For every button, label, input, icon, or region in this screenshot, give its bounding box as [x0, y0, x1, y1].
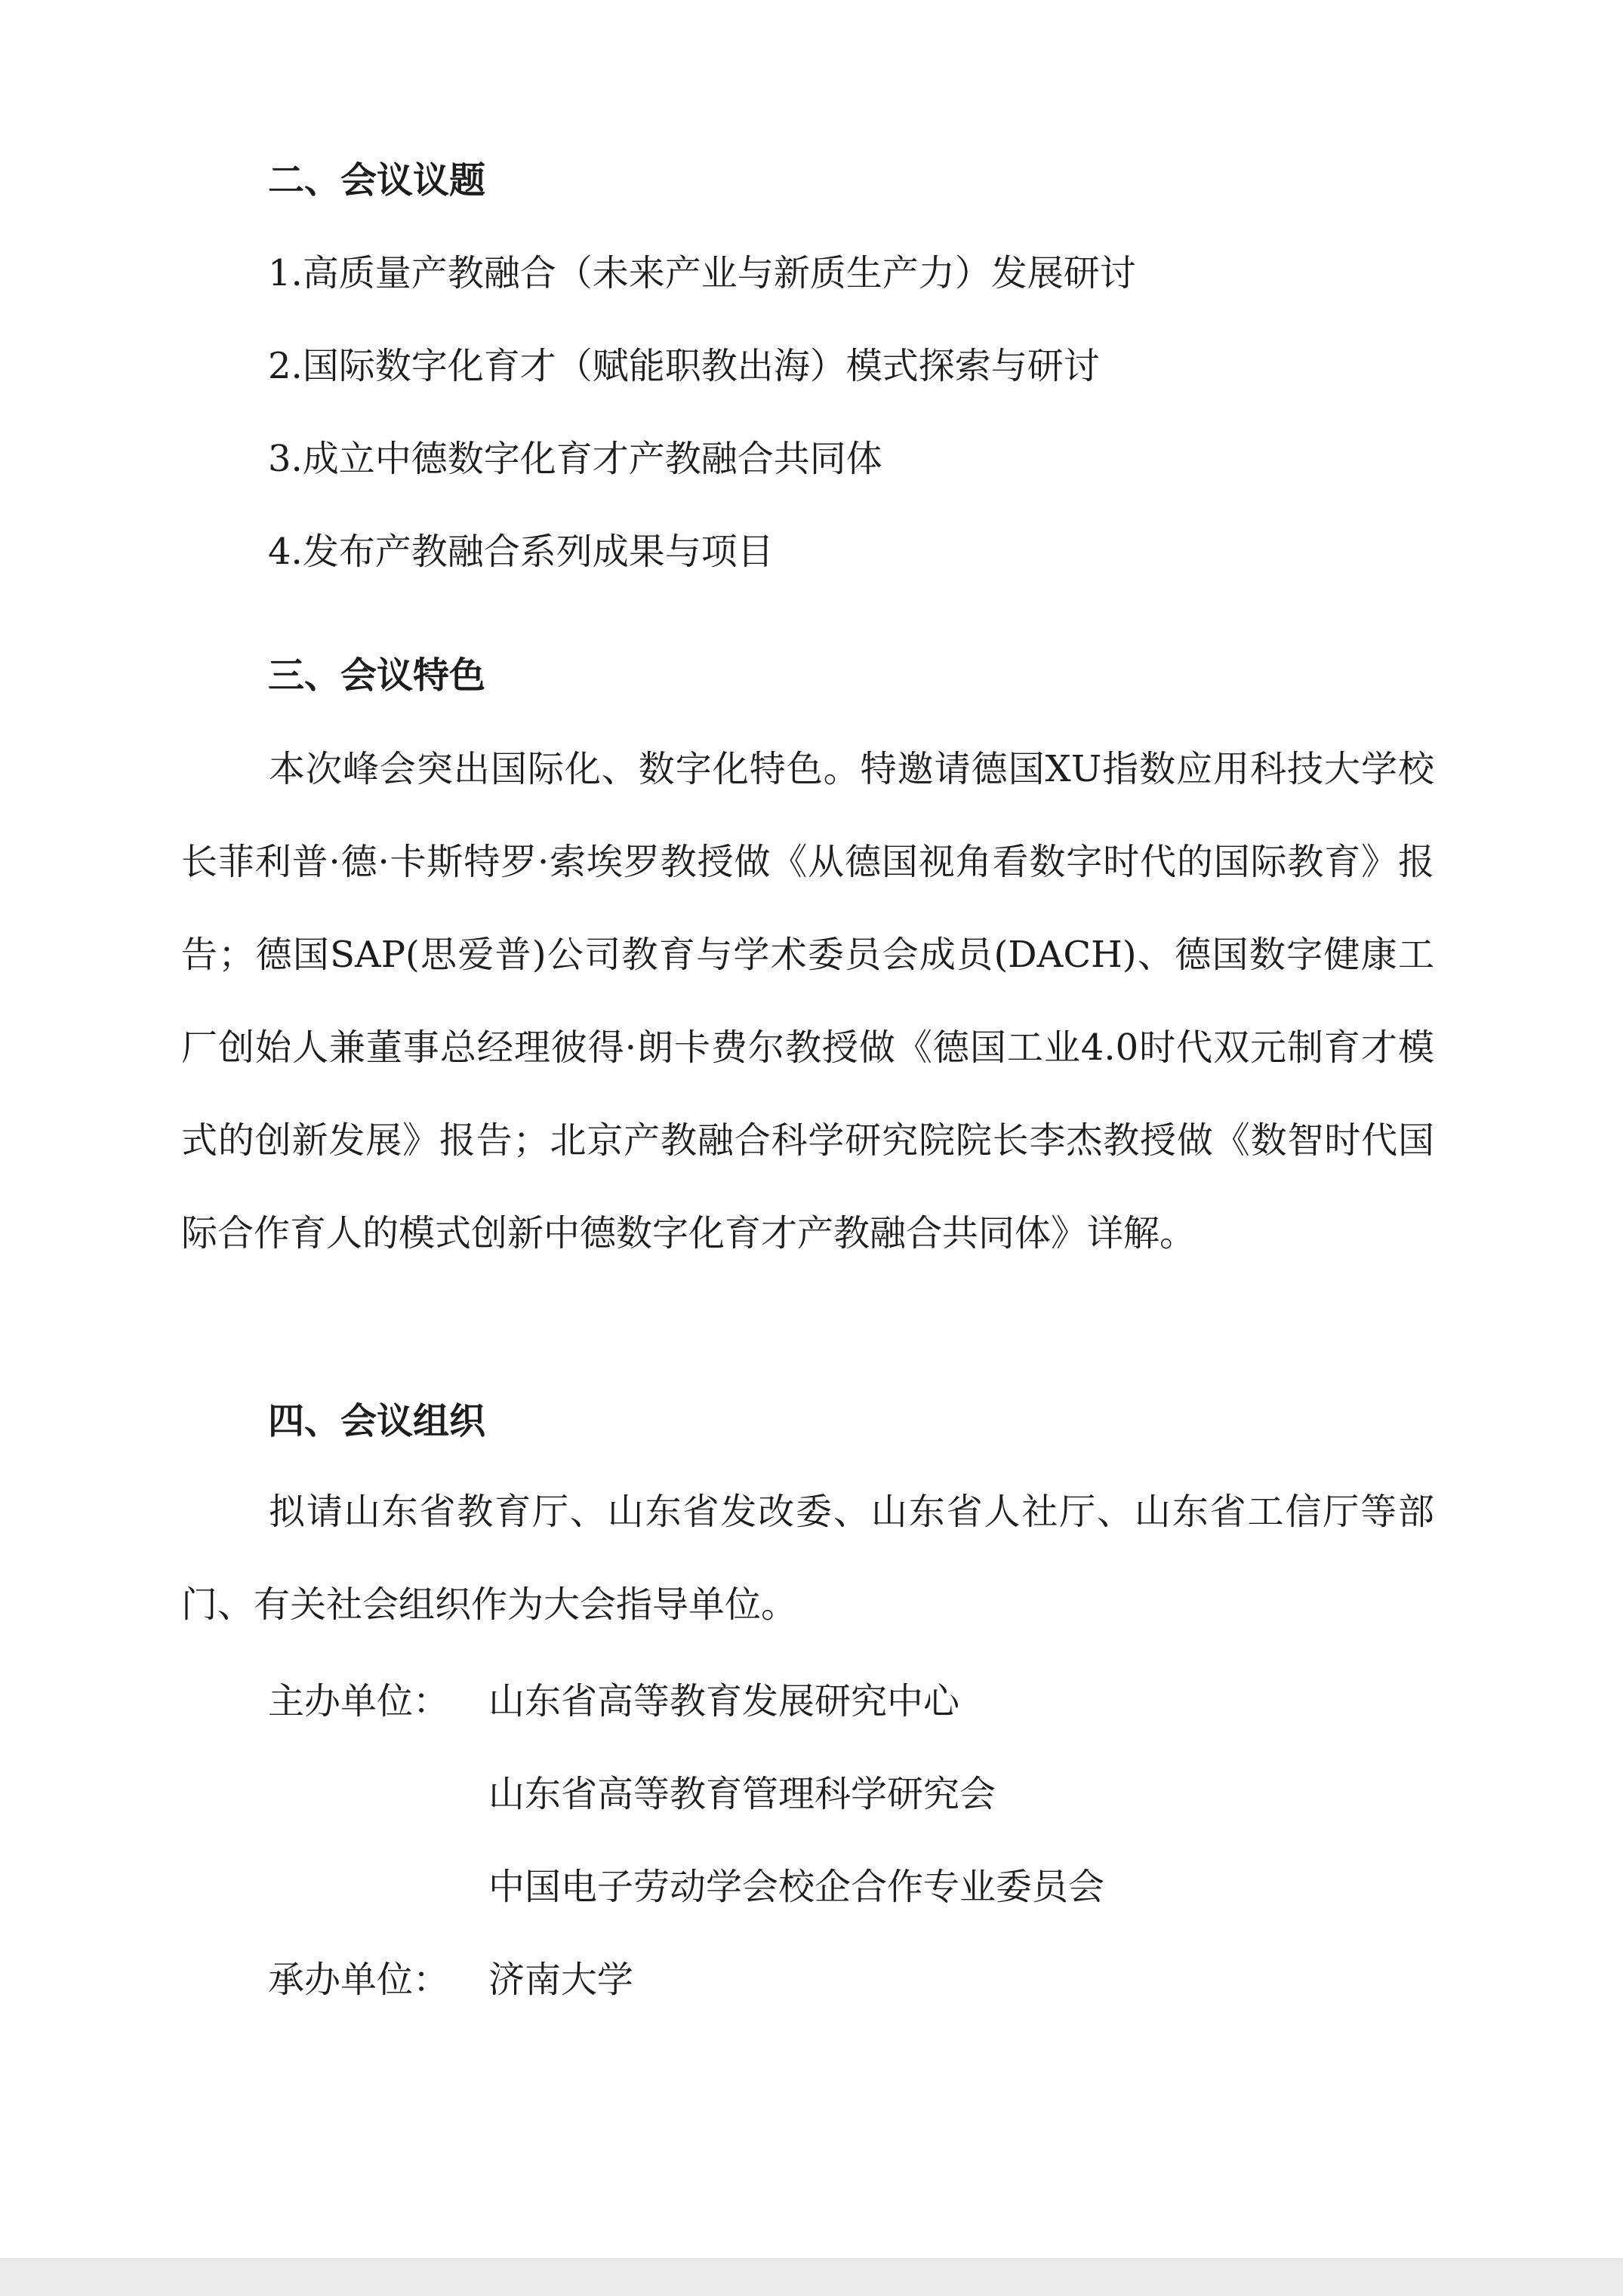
agenda-item: 4.发布产教融合系列成果与项目	[268, 531, 774, 573]
organizer-label: 承办单位：	[268, 1959, 450, 2001]
section-heading-agenda: 二、会议议题	[268, 159, 486, 202]
agenda-item: 2.国际数字化育才（赋能职教出海）模式探索与研讨	[268, 345, 1100, 387]
host-unit: 山东省高等教育管理科学研究会	[488, 1773, 996, 1815]
host-unit: 中国电子劳动学会校企合作专业委员会	[488, 1866, 1105, 1908]
agenda-item: 1.高质量产教融合（未来产业与新质生产力）发展研讨	[268, 252, 1136, 294]
section-heading-organization: 四、会议组织	[268, 1400, 486, 1442]
host-label: 主办单位：	[268, 1680, 450, 1722]
organization-paragraph: 拟请山东省教育厅、山东省发改委、山东省人社厅、山东省工信厅等部门、有关社会组织作为大会指导单位。	[181, 1491, 1434, 1626]
host-unit: 山东省高等教育发展研究中心	[488, 1680, 960, 1722]
viewer-bottom-strip	[0, 2258, 1623, 2296]
section-heading-features: 三、会议特色	[268, 654, 486, 697]
organizer-unit: 济南大学	[488, 1959, 634, 2001]
agenda-item: 3.成立中德数字化育才产教融合共同体	[268, 438, 882, 480]
features-paragraph: 本次峰会突出国际化、数字化特色。特邀请德国XU指数应用科技大学校长菲利普·德·卡斯特罗·索埃罗教授做《从德国视角看数字时代的国际教育》报告；德国SAP(思爱普)公司教育与学术委员会成员(DACH)、德国数字健康工厂创始人兼董事总经理彼得·朗卡费尔教授做《德国工业4.0时代双元制育才模式的创新发展》报告；北京产教融合科学研究院院长李杰教授做《数智时代国际合作育人的模式创新中德数字化育才产教融合共同体》详解。	[181, 748, 1434, 1254]
